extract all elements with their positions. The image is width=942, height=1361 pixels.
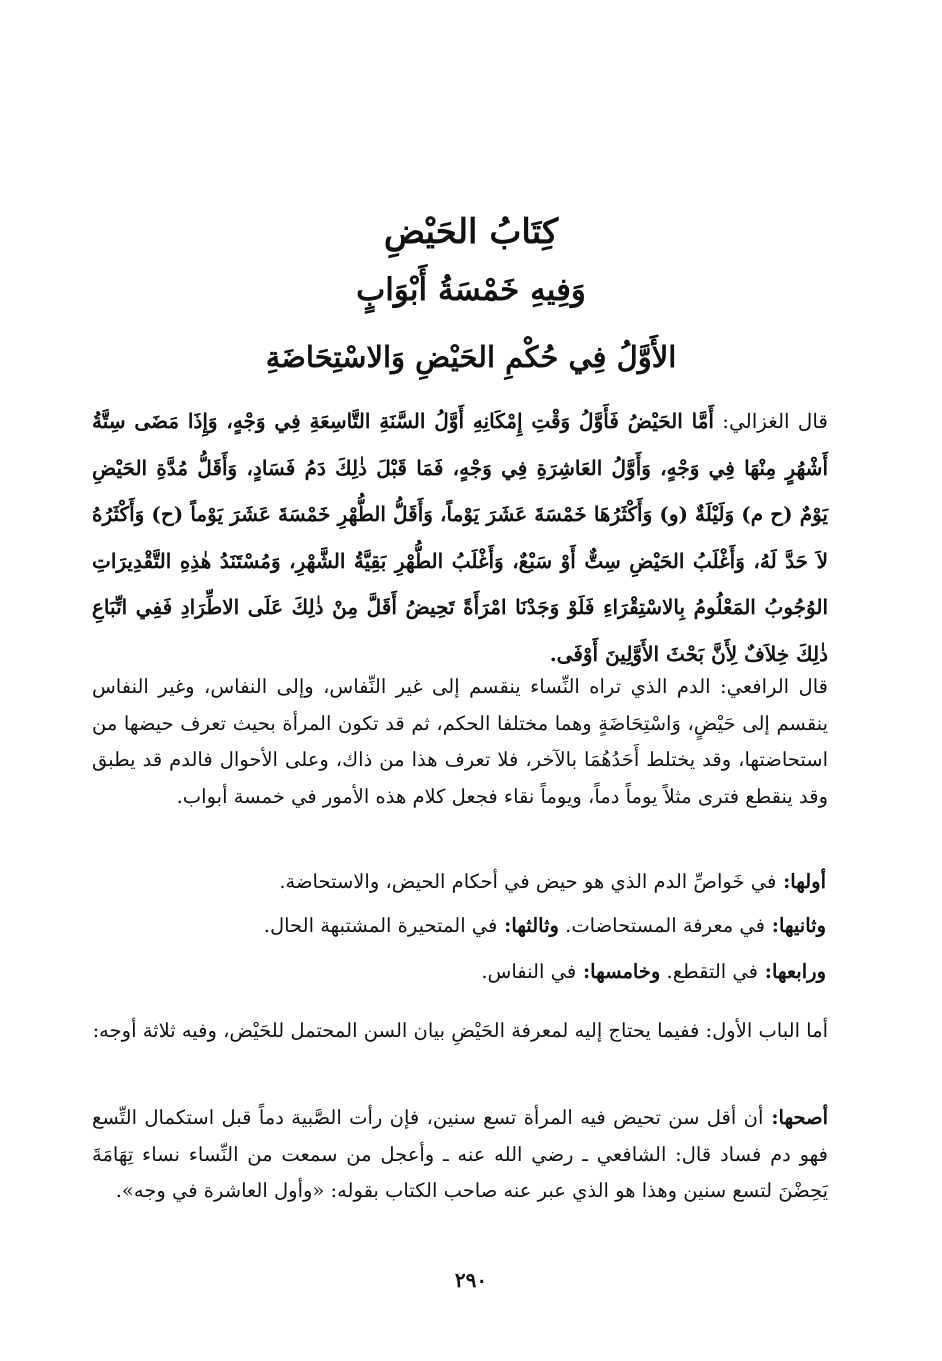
first-chapter-paragraph: أما الباب الأول: ففيما يحتاج إليه لمعرفة الحَيْضِ بيان السن المحتمل للحَيْض، وفيه ثلاثة أوجه: xyxy=(92,1019,828,1042)
chapter-label: وثالثها: xyxy=(497,914,559,937)
chapter-label: ورابعها: xyxy=(757,960,826,983)
ghazali-text: أَمَّا الحَيْضُ فَأَوَّلُ وَقْتِ إِمْكَانِهِ أَوَّلُ السَّنَةِ التَّاسِعَةِ فِي وَجْهٍ، وَإِذَا مَضَى سِتَّةُ أَشْهُرٍ مِنْهَا فِي وَجْهٍ، وَأَوَّلُ العَاشِرَةِ فِي وَجْهٍ، فَمَا قَبْلَ ذٰلِكَ دَمُ فَسَادٍ، وَأَقَلُّ مُدَّةِ الحَيْضِ يَوْمٌ (ح م) وَلَيْلَةٌ (و) وَأَكْثَرُهَا خَمْسَةَ عَشَرَ يَوْماً، وَأَقَلُّ الطُّهْرِ خَمْسَةَ عَشَرَ يَوْماً (ح) وَأَكْثَرُهُ لاَ حَدَّ لَهُ، وَأَغْلَبُ الحَيْضِ سِتٌّ أَوْ سَبْعٌ، وَأَغْلَبُ الطُّهْرِ بَقِيَّةُ الشَّهْرِ، وَمُسْتَنَدُ هٰذِهِ التَّقْدِيرَاتِ الوُجُوبُ المَعْلُومُ بِالاسْتِقْرَاءِ فَلَوْ وَجَدْنَا امْرَأَةً تَحِيضُ أَقَلَّ مِنْ ذٰلِكَ عَلَى الاطِّرَادِ فَفِي اتِّبَاعِ ذٰلِكَ خِلاَفٌ لِأَنَّ بَحْثَ الأَوَّلِينَ أَوْفَى. xyxy=(92,409,828,666)
chapter-text: في التقطع. xyxy=(660,960,758,983)
ashahha-label: أصحها: xyxy=(763,1106,829,1129)
chapter-list-item xyxy=(92,914,826,937)
ashahha-paragraph xyxy=(92,1100,850,1210)
ashahha-text: أن أقل سن تحيض فيه المرأة تسع سنين، فإن رأت الصَّبية دماً قبل استكمال التِّسع فهو دم فساد قال: الشافعي ـ رضي الله عنه ـ وأعجل من سمعت من النِّساء نساء تِهَامَةَ يَحِضْنَ لتسع سنين وهذا هو الذي عبر عنه صاحب الكتاب بقوله: «وأول العاشرة في وجه». xyxy=(92,1106,828,1202)
rafii-paragraph: قال الرافعي: الدم الذي تراه النِّساء ينقسم إلى غير النِّفاس، وإلى النفاس، وغير النفاس ينقسم إلى حَيْضٍ، وَاسْتِحَاضَةٍ وهما مختلفا الحكم، ثم قد تكون المرأة بحيث تعرف حيضها من استحاضتها، وقد يختلط أَحَدُهُمَا بالآخر، فلا تعرف هذا من ذاك، وعلى الأحوال فالدم قد يطبق وقد ينقطع فترى مثلاً يوماً دماً، ويوماً نقاء فجعل كلام هذه الأمور في خمسة أبواب. xyxy=(92,675,828,808)
chapter-text: في المتحيرة المشتبهة الحال. xyxy=(263,914,498,937)
chapter-title: الأَوَّلُ فِي حُكْمِ الحَيْضِ وَالاسْتِحَاضَةِ xyxy=(265,340,677,374)
book-page xyxy=(92,0,850,1361)
ghazali-speaker: قال الغزالي: xyxy=(713,409,828,433)
ghazali-paragraph xyxy=(92,398,850,677)
subtitle: وَفِيهِ خَمْسَةُ أَبْوَابٍ xyxy=(356,272,586,308)
page-number: ٢٩٠ xyxy=(454,1268,488,1292)
chapter-list-item xyxy=(92,960,826,983)
book-title: كِتَابُ الحَيْضِ xyxy=(383,212,559,252)
chapter-text: في خَواصِّ الدم الذي هو حيض في أحكام الحيض، والاستحاضة. xyxy=(279,870,777,893)
chapter-text: في معرفة المستحاضات. xyxy=(558,914,765,937)
chapter-label: أولها: xyxy=(776,870,826,893)
chapter-text: في النفاس. xyxy=(481,960,577,983)
chapter-label: وثانيها: xyxy=(764,914,826,937)
chapter-list-item xyxy=(92,870,826,893)
chapter-label: وخامسها: xyxy=(576,960,661,983)
